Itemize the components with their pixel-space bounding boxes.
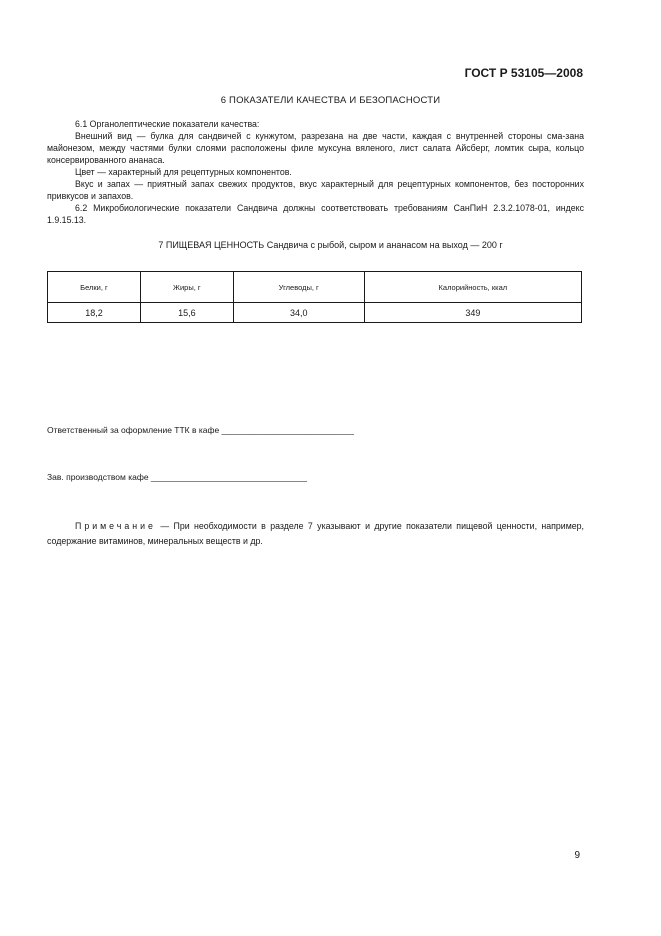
header-protein: Белки, г <box>48 272 141 303</box>
responsible-signature-line: Ответственный за оформление ТТК в кафе ____________________________ <box>47 425 354 435</box>
header-calories: Калорийность, ккал <box>364 272 581 303</box>
header-fat: Жиры, г <box>140 272 233 303</box>
header-carbs: Углеводы, г <box>233 272 364 303</box>
value-carbs: 34,0 <box>233 303 364 323</box>
note-block <box>47 519 584 549</box>
paragraph-taste: Вкус и запах — приятный запах свежих продуктов, вкус характерный для рецептурных компонентов, без посторонних привкусов и запахов. <box>47 179 584 201</box>
note-text: — При необходимости в разделе 7 указывают и другие показатели пищевой ценности, например, содержание витаминов, минеральных веществ и др. <box>47 521 585 546</box>
note-label: Примечание <box>75 521 156 531</box>
standard-number: ГОСТ Р 53105—2008 <box>464 66 583 80</box>
paragraph-6-2: 6.2 Микробиологические показатели Сандвича должны соответствовать требованиям СанПиН 2.3.2.1078-01, индекс 1.9.15.13. <box>47 203 584 225</box>
table-header-row <box>48 272 582 303</box>
value-protein: 18,2 <box>48 303 141 323</box>
value-calories: 349 <box>364 303 581 323</box>
manager-signature-line: Зав. производством кафе _________________________________ <box>47 472 307 482</box>
table-row <box>48 303 582 323</box>
section-7-title: 7 ПИЩЕВАЯ ЦЕННОСТЬ Сандвича с рыбой, сыром и ананасом на выход — 200 г <box>158 240 503 250</box>
nutrition-table <box>47 271 582 323</box>
value-fat: 15,6 <box>140 303 233 323</box>
paragraph-6-1: 6.1 Органолептические показатели качества: <box>75 119 260 129</box>
section-6-title: 6 ПОКАЗАТЕЛИ КАЧЕСТВА И БЕЗОПАСНОСТИ <box>220 95 441 106</box>
page-number: 9 <box>574 850 580 861</box>
paragraph-appearance: Внешний вид — булка для сандвичей с кунжутом, разрезана на две части, каждая с внутренней стороны сма-зана майонезом, между частями булки слоями расположены филе муксуна вяленого, лист салата Айсберг, ломтик сыра, кольцо консервированного ананаса. <box>47 131 584 165</box>
paragraph-color: Цвет — характерный для рецептурных компонентов. <box>75 167 292 177</box>
section-6-body <box>47 118 584 226</box>
